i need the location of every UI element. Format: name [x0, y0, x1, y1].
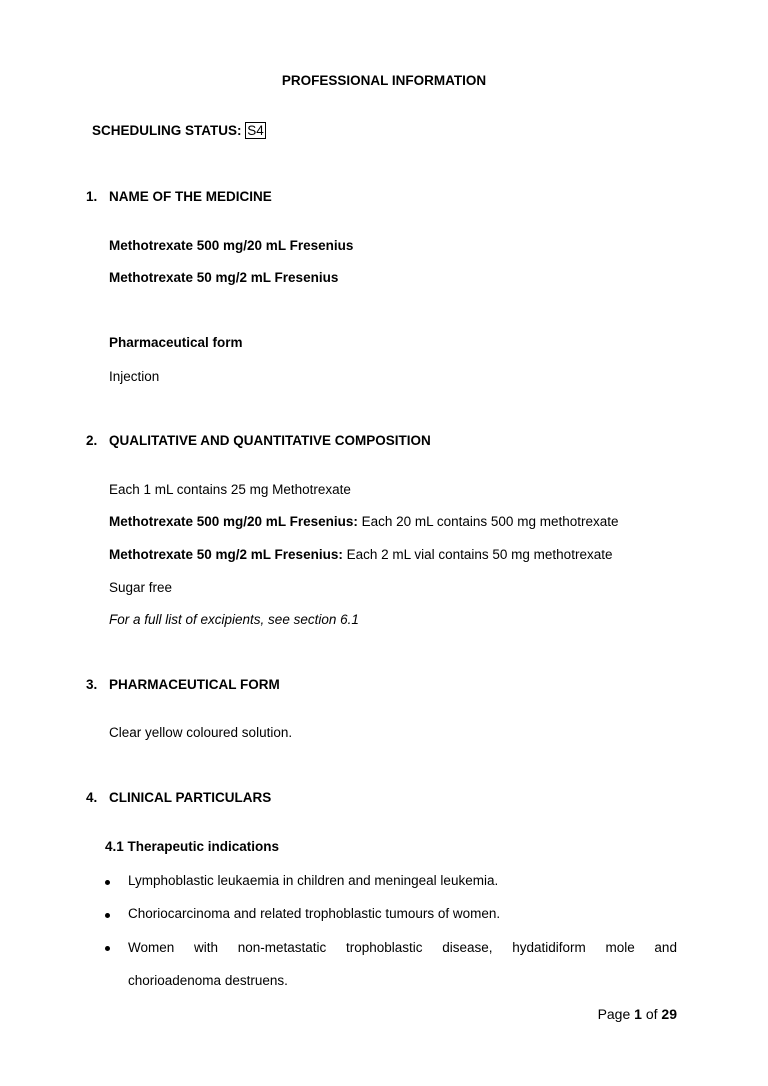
- section-1-heading: [86, 189, 272, 204]
- composition-line-3: [109, 547, 612, 562]
- section-4-heading: [86, 790, 271, 805]
- medicine-name-1: Methotrexate 500 mg/20 mL Fresenius: [109, 238, 354, 253]
- composition-line-2: [109, 514, 619, 529]
- indication-2: Choriocarcinoma and related trophoblastic tumours of women.: [128, 906, 501, 921]
- indication-3-word: and: [654, 940, 677, 955]
- of-word: of: [645, 1006, 658, 1022]
- section-4-number: 4.: [86, 790, 98, 805]
- section-1-number: 1.: [86, 189, 98, 204]
- indication-3-word: mole: [605, 940, 635, 955]
- pharmaceutical-form-description: Clear yellow coloured solution.: [109, 725, 293, 740]
- section-3-number: 3.: [86, 677, 98, 692]
- indication-3-word: hydatidiform: [512, 940, 586, 955]
- section-4-title: CLINICAL PARTICULARS: [109, 790, 272, 805]
- pharmaceutical-form-label: Pharmaceutical form: [109, 335, 243, 350]
- indication-3-word: with: [193, 940, 218, 955]
- composition-excipients-note: For a full list of excipients, see section 6.1: [109, 612, 359, 627]
- section-1-title: NAME OF THE MEDICINE: [109, 189, 272, 204]
- indication-3-word: non-metastatic: [237, 940, 327, 955]
- page-word: Page: [597, 1006, 631, 1022]
- composition-line-1: Each 1 mL contains 25 mg Methotrexate: [109, 482, 351, 497]
- indication-1: Lymphoblastic leukaemia in children and meningeal leukemia.: [128, 873, 499, 888]
- document-title: PROFESSIONAL INFORMATION: [281, 73, 487, 88]
- section-2-title: QUALITATIVE AND QUANTITATIVE COMPOSITION: [109, 433, 431, 448]
- indication-3-word: disease,: [442, 940, 493, 955]
- indication-3-line-2: chorioadenoma destruens.: [128, 973, 288, 988]
- indication-3-word: trophoblastic: [345, 940, 423, 955]
- bullet-dot-2: [105, 913, 110, 918]
- indication-3-word: Women: [128, 940, 175, 955]
- section-3-title: PHARMACEUTICAL FORM: [109, 677, 280, 692]
- total-pages: 29: [661, 1006, 677, 1022]
- section-4-1-heading: 4.1 Therapeutic indications: [105, 839, 280, 854]
- section-2-number: 2.: [86, 433, 98, 448]
- page-number: [598, 1006, 677, 1022]
- composition-line-3-product: Methotrexate 50 mg/2 mL Fresenius:: [109, 547, 343, 562]
- composition-line-2-product: Methotrexate 500 mg/20 mL Fresenius:: [109, 514, 358, 529]
- section-2-heading: [86, 433, 431, 448]
- pharmaceutical-form-value: Injection: [109, 369, 160, 384]
- bullet-dot-1: [105, 880, 110, 885]
- medicine-name-2: Methotrexate 50 mg/2 mL Fresenius: [109, 270, 339, 285]
- scheduling-status-value: S4: [247, 123, 264, 138]
- indication-3-line-1: [128, 940, 677, 955]
- bullet-dot-3: [105, 946, 110, 951]
- composition-line-4: Sugar free: [109, 580, 173, 595]
- composition-line-2-text: Each 20 mL contains 500 mg methotrexate: [357, 514, 619, 529]
- scheduling-status-label: SCHEDULING STATUS:: [92, 123, 242, 138]
- composition-line-3-text: Each 2 mL vial contains 50 mg methotrexate: [342, 547, 613, 562]
- section-3-heading: [86, 677, 280, 692]
- scheduling-status: [92, 122, 266, 139]
- current-page: 1: [634, 1006, 642, 1022]
